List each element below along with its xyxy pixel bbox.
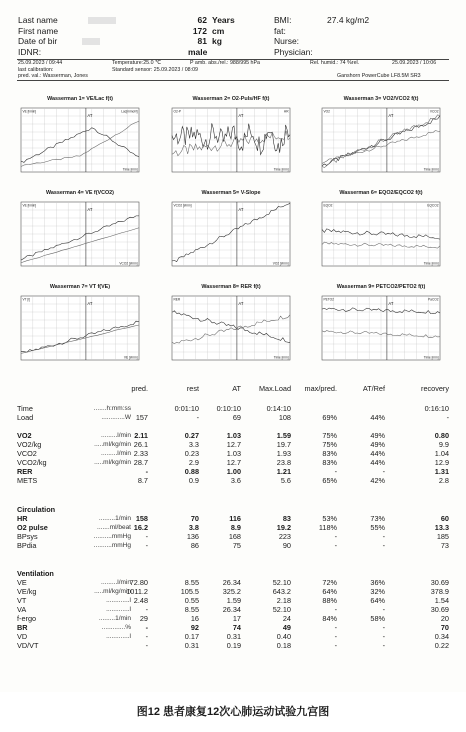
table-cell: 168 [228, 532, 241, 541]
height-value: 172 [192, 25, 207, 36]
last-calibration-label: last calibration: [18, 66, 54, 73]
panel-plot [318, 104, 444, 184]
row-label: VO2/kg [17, 440, 42, 449]
table-cell: - [382, 605, 385, 614]
section-heading [17, 569, 449, 578]
table-cell: 1.04 [434, 449, 449, 458]
table-cell: 3.6 [230, 476, 241, 485]
table-cell: 55% [370, 523, 385, 532]
table-cell: 643.2 [272, 587, 291, 596]
column-header: max/pred. [304, 384, 337, 393]
table-cell: 70 [440, 623, 449, 632]
table-cell: 75% [322, 431, 337, 440]
bmi-value: 27.4 kg/m2 [327, 15, 370, 25]
table-cell: 108 [278, 413, 291, 422]
at-label: AT [87, 207, 93, 212]
table-cell: 75 [232, 541, 241, 550]
table-cell: 44% [370, 449, 385, 458]
figure-caption: 图12 患者康复12次心肺运动试验九宫图 [136, 706, 330, 718]
table-cell: 19.7 [276, 440, 291, 449]
row-label: Load [17, 413, 34, 422]
table-cell: 0.80 [434, 431, 449, 440]
wasserman-panel-2 [168, 96, 294, 184]
table-cell: 60 [440, 514, 449, 523]
table-cell: - [382, 467, 385, 476]
table-cell: 8.55 [184, 578, 199, 587]
row-label: VO2 [17, 431, 32, 440]
table-row [17, 623, 449, 632]
table-cell: 157 [135, 413, 148, 422]
row-unit: .....ml/kg/min [94, 588, 131, 595]
pressure: P amb. abs./rel.: 988/995 hPa [190, 60, 260, 66]
table-cell: 90 [282, 541, 291, 550]
column-header: pred. [131, 384, 148, 393]
table-cell: 2.18 [276, 596, 291, 605]
table-cell: - [145, 532, 148, 541]
table-cell: 52.10 [272, 578, 291, 587]
table-cell: 0.9 [188, 476, 199, 485]
table-cell: 28.7 [133, 458, 148, 467]
table-cell: 105.5 [180, 587, 199, 596]
table-cell: - [145, 632, 148, 641]
table-cell: 5.6 [280, 476, 291, 485]
humidity: Rel. humid.: 74 %rel. [310, 60, 360, 66]
panel-x-label: VE [l/min] [123, 355, 138, 360]
table-cell: - [145, 467, 148, 476]
clinical-labels [274, 15, 370, 57]
table-row [17, 476, 449, 485]
panel-x-label: VCO2 [l/min] [119, 261, 138, 266]
panel-y-label: VT [l] [22, 297, 30, 302]
row-unit: .........1/min [98, 615, 131, 622]
weight-unit: kg [212, 36, 222, 47]
table-cell: 83% [322, 458, 337, 467]
panel-y-label: RER [173, 297, 181, 302]
row-label: BPsys [17, 532, 38, 541]
at-label: AT [238, 207, 244, 212]
panel-x-label: Time [min] [122, 167, 138, 172]
test-datetime: 25.09.2023 / 09:44 [18, 60, 63, 66]
at-label: AT [87, 301, 93, 306]
table-cell: 0.18 [276, 641, 291, 650]
column-header: rest [186, 384, 199, 393]
row-unit: .......ml/beat [97, 524, 131, 531]
table-cell: 83% [322, 449, 337, 458]
table-cell: 116 [229, 514, 241, 523]
table-cell: 92 [190, 623, 199, 632]
table-cell: 69 [232, 413, 241, 422]
table-cell: 16 [190, 614, 199, 623]
row-unit: .............% [101, 624, 131, 631]
row-unit: .............l [106, 597, 131, 604]
table-cell: 2.48 [133, 596, 148, 605]
row-unit: .........l/min [101, 432, 131, 439]
row-unit: .........1/min [98, 515, 131, 522]
table-cell: 0.27 [184, 431, 199, 440]
row-label: Circulation [17, 505, 56, 514]
table-cell: 3.8 [188, 523, 199, 532]
table-cell: 75% [322, 440, 337, 449]
row-label: RER [17, 467, 33, 476]
patient-units [212, 15, 235, 47]
table-cell: 0.19 [226, 641, 241, 650]
table-cell: 30.69 [430, 605, 449, 614]
row-unit: .............W [101, 414, 131, 421]
table-row [17, 413, 449, 422]
panel-title: Wasserman 7= VT f(VE) [49, 284, 111, 290]
panel-plot [168, 198, 294, 278]
table-cell: 26.34 [222, 578, 241, 587]
panel-y2-label: VCO2 [429, 109, 439, 114]
panel-y2-label: Lac[mmol/l] [121, 109, 138, 114]
table-cell: 2.33 [133, 449, 148, 458]
panel-y2-label: EQCO2 [427, 203, 439, 208]
table-cell: 158 [135, 514, 148, 523]
table-cell: 49% [370, 431, 385, 440]
panel-plot [17, 198, 143, 278]
panel-x-label: Time [min] [273, 355, 289, 360]
table-cell: 49% [370, 440, 385, 449]
table-cell: 12.7 [226, 440, 241, 449]
table-cell: 70 [190, 514, 199, 523]
table-row [17, 404, 449, 413]
row-label: f-ergo [17, 614, 37, 623]
table-cell: - [382, 532, 385, 541]
table-cell: 65% [322, 476, 337, 485]
table-cell: 0.40 [276, 632, 291, 641]
redacted-name [88, 17, 116, 24]
table-row [17, 578, 449, 587]
table-cell: 44% [370, 413, 385, 422]
row-unit: .............l [106, 633, 131, 640]
column-header: recovery [421, 384, 449, 393]
row-unit: .....ml/kg/min [94, 459, 131, 466]
panel-y-label: VO2 [323, 109, 330, 114]
table-cell: 0.31 [184, 641, 199, 650]
table-cell: 378.9 [430, 587, 449, 596]
table-cell: - [196, 413, 199, 422]
table-cell: - [334, 467, 337, 476]
table-cell: - [334, 605, 337, 614]
panel-x-label: Time [min] [423, 167, 439, 172]
table-cell: 64% [322, 587, 337, 596]
row-unit: .............l [106, 606, 131, 613]
wasserman-panel-6 [318, 190, 444, 278]
panel-plot [168, 292, 294, 372]
table-row [17, 632, 449, 641]
table-row [17, 587, 449, 596]
table-cell: 36% [370, 578, 385, 587]
table-cell: 1.93 [276, 449, 291, 458]
row-label: VCO2 [17, 449, 37, 458]
row-unit: ..........mmHg [93, 533, 131, 540]
panel-title: Wasserman 6= EQO2/EQCO2 f(t) [339, 190, 423, 196]
first-name-label: First name [18, 25, 59, 36]
table-row [17, 449, 449, 458]
table-cell: 19.2 [276, 523, 291, 532]
table-row [17, 458, 449, 467]
panel-plot [17, 104, 143, 184]
table-cell: 17 [232, 614, 241, 623]
row-unit: .....ml/kg/min [94, 441, 131, 448]
panel-y2-label: HR [283, 109, 289, 114]
panel-title: Wasserman 2= O2-Puls/HF f(t) [192, 96, 270, 102]
table-cell: 1.54 [434, 596, 449, 605]
table-cell: 73 [440, 541, 449, 550]
row-label: VD/VT [17, 641, 39, 650]
table-cell: 1.03 [226, 449, 241, 458]
table-cell: 1011.2 [126, 587, 148, 596]
table-row [17, 532, 449, 541]
row-unit: .........l/min [101, 579, 131, 586]
table-cell: 20 [440, 614, 449, 623]
age-unit: Years [212, 15, 235, 25]
last-name-label: Last name [18, 15, 58, 25]
table-cell: 0.88 [184, 467, 199, 476]
table-row [17, 614, 449, 623]
panel-x-label: Time [min] [273, 167, 289, 172]
table-header [17, 384, 449, 393]
table-cell: - [145, 541, 148, 550]
row-label: VE/kg [17, 587, 37, 596]
table-cell: 73% [370, 514, 385, 523]
table-cell: 16.2 [133, 523, 148, 532]
table-cell: 118% [318, 523, 337, 532]
wasserman-panel-5 [168, 190, 294, 278]
table-cell: 136 [186, 532, 199, 541]
row-label: VD [17, 632, 28, 641]
bmi-label: BMI: [274, 15, 292, 25]
table-cell: - [334, 632, 337, 641]
row-label: VCO2/kg [17, 458, 47, 467]
table-row [17, 641, 449, 650]
table-cell: 0:10:10 [216, 404, 241, 413]
patient-values [185, 15, 207, 47]
table-cell: 84% [322, 614, 337, 623]
panel-y-label: PETO2 [323, 297, 334, 302]
table-row [17, 440, 449, 449]
row-label: METS [17, 476, 38, 485]
panel-y2-label: PaCO2 [428, 297, 439, 302]
panel-x-label: Time [min] [423, 261, 439, 266]
panel-title: Wasserman 9= PETCO2/PETO2 f(t) [336, 284, 426, 290]
panel-title: Wasserman 1= VE/Lac f(t) [47, 96, 113, 102]
table-cell: 69% [322, 413, 337, 422]
table-cell: 325.2 [222, 587, 241, 596]
wasserman-panel-3 [318, 96, 444, 184]
table-cell: 52.10 [272, 605, 291, 614]
panel-x-label: Time [min] [423, 355, 439, 360]
panel-title: Wasserman 8= RER f(t) [201, 284, 261, 290]
table-cell: 2.11 [134, 431, 148, 440]
height-unit: cm [212, 25, 225, 36]
table-cell: - [145, 623, 148, 632]
table-cell: 0.34 [434, 632, 449, 641]
table-cell: - [334, 541, 337, 550]
redacted-dob [82, 38, 100, 45]
table-cell: 86 [190, 541, 199, 550]
table-cell: 8.55 [184, 605, 199, 614]
weight-value: 81 [197, 36, 207, 47]
table-cell: 1.59 [276, 431, 291, 440]
table-cell: - [334, 532, 337, 541]
wasserman-panel-7 [17, 284, 143, 372]
idnr-label: IDNR: [18, 46, 42, 57]
table-cell: 0.23 [184, 449, 199, 458]
table-cell: 0:01:10 [174, 404, 199, 413]
table-cell: - [382, 623, 385, 632]
table-cell: 2.9 [188, 458, 199, 467]
row-label: VE [17, 578, 27, 587]
physician-label: Physician: [274, 46, 313, 57]
panel-y-label: VE [l/min] [22, 109, 37, 114]
table-cell: 13.3 [434, 523, 449, 532]
row-label: HR [17, 514, 28, 523]
at-label: AT [388, 301, 394, 306]
table-cell: - [382, 641, 385, 650]
panel-y-label: VE [l/min] [22, 203, 37, 208]
table-cell: 32% [370, 587, 385, 596]
row-label: BPdia [17, 541, 37, 550]
table-cell: 72.80 [129, 578, 148, 587]
panel-title: Wasserman 5= V-Slope [201, 190, 261, 196]
table-cell: 1.03 [226, 431, 241, 440]
table-cell: 29 [139, 614, 148, 623]
table-cell: 64% [370, 596, 385, 605]
table-cell: 42% [370, 476, 385, 485]
table-row [17, 605, 449, 614]
device-name: Ganshorn PowerCube LF8.5M SR3 [337, 73, 421, 79]
panel-plot [318, 292, 444, 372]
table-cell: - [382, 541, 385, 550]
table-cell: 0:14:10 [266, 404, 291, 413]
table-cell: 12.9 [434, 458, 449, 467]
table-cell: 83 [282, 514, 291, 523]
table-cell: - [334, 623, 337, 632]
at-label: AT [87, 113, 93, 118]
patient-labels [18, 15, 116, 57]
table-cell: 24 [282, 614, 291, 623]
table-cell: 0.17 [184, 632, 199, 641]
row-label: Time [17, 404, 33, 413]
table-cell: 3.3 [188, 440, 199, 449]
table-cell: 223 [278, 532, 291, 541]
table-cell: 1.21 [276, 467, 291, 476]
table-cell: 30.69 [430, 578, 449, 587]
table-cell: 74 [232, 623, 241, 632]
table-cell: 2.8 [438, 476, 449, 485]
table-row [17, 431, 449, 440]
pred-val: pred. val.: Wasserman, Jones [18, 73, 88, 79]
table-cell: 0.55 [184, 596, 199, 605]
table-cell: 26.1 [133, 440, 148, 449]
table-cell: - [382, 632, 385, 641]
panel-plot [318, 198, 444, 278]
nurse-label: Nurse: [274, 36, 300, 47]
table-cell: - [145, 641, 148, 650]
table-cell: 1.00 [226, 467, 241, 476]
table-cell: 0.22 [434, 641, 449, 650]
table-row [17, 596, 449, 605]
table-cell: 88% [322, 596, 337, 605]
table-cell: - [334, 641, 337, 650]
at-label: AT [238, 113, 244, 118]
standard-sensor: Standard sensor: 25.09.2023 / 08:09 [112, 66, 198, 73]
row-label: VT [17, 596, 27, 605]
table-cell: 44% [370, 458, 385, 467]
section-heading [17, 505, 449, 514]
sex-value: male [188, 46, 208, 57]
row-unit: .........l/min [101, 450, 131, 457]
panel-plot [17, 292, 143, 372]
panel-y-label: O2-P [173, 109, 181, 114]
panel-x-label: VO2 [l/min] [272, 261, 289, 266]
wasserman-panel-1 [17, 96, 143, 184]
at-label: AT [238, 301, 244, 306]
column-header: Max.Load [258, 384, 291, 393]
table-cell: 0.31 [226, 632, 241, 641]
date-right: 25.09.2023 / 10:06 [392, 60, 437, 66]
table-cell: 185 [436, 532, 449, 541]
row-label: VA [17, 605, 27, 614]
age-value: 62 [197, 15, 207, 25]
table-cell: 26.34 [222, 605, 241, 614]
table-cell: 53% [322, 514, 337, 523]
at-label: AT [388, 113, 394, 118]
table-row [17, 523, 449, 532]
table-cell: 72% [322, 578, 337, 587]
wasserman-panel-9 [318, 284, 444, 372]
panel-title: Wasserman 3= VO2/VCO2 f(t) [343, 96, 419, 102]
table-cell: 23.8 [276, 458, 291, 467]
column-header: AT [232, 384, 241, 393]
table-cell: - [145, 605, 148, 614]
table-cell: 9.9 [438, 440, 449, 449]
panel-plot [168, 104, 294, 184]
row-label: Ventilation [17, 569, 54, 578]
temperature: Temperature:25.0 ℃ [112, 60, 161, 66]
table-cell: 8.7 [137, 476, 148, 485]
panel-title: Wasserman 4= VE f(VCO2) [46, 190, 114, 196]
table-cell: 49 [282, 623, 291, 632]
row-unit: ..........mmHg [93, 542, 131, 549]
panel-y-label: VCO2 [l/min] [173, 203, 192, 208]
wasserman-panel-8 [168, 284, 294, 372]
table-cell: 58% [370, 614, 385, 623]
row-label: BR [17, 623, 28, 632]
dob-label: Date of bir [18, 36, 58, 47]
wasserman-panel-4 [17, 190, 143, 278]
table-cell: 0:16:10 [424, 404, 449, 413]
table-cell: 1.59 [226, 596, 241, 605]
table-cell: 12.7 [226, 458, 241, 467]
panel-y-label: EQO2 [323, 203, 333, 208]
table-row [17, 514, 449, 523]
row-label: O2 pulse [17, 523, 48, 532]
table-cell: 8.9 [230, 523, 241, 532]
table-row [17, 467, 449, 476]
row-unit: .......h:mm:ss [93, 405, 131, 412]
table-cell: 1.31 [434, 467, 449, 476]
table-row [17, 541, 449, 550]
column-header: AT/Ref [362, 384, 385, 393]
fat-label: fat: [274, 25, 286, 36]
table-cell: - [446, 413, 449, 422]
